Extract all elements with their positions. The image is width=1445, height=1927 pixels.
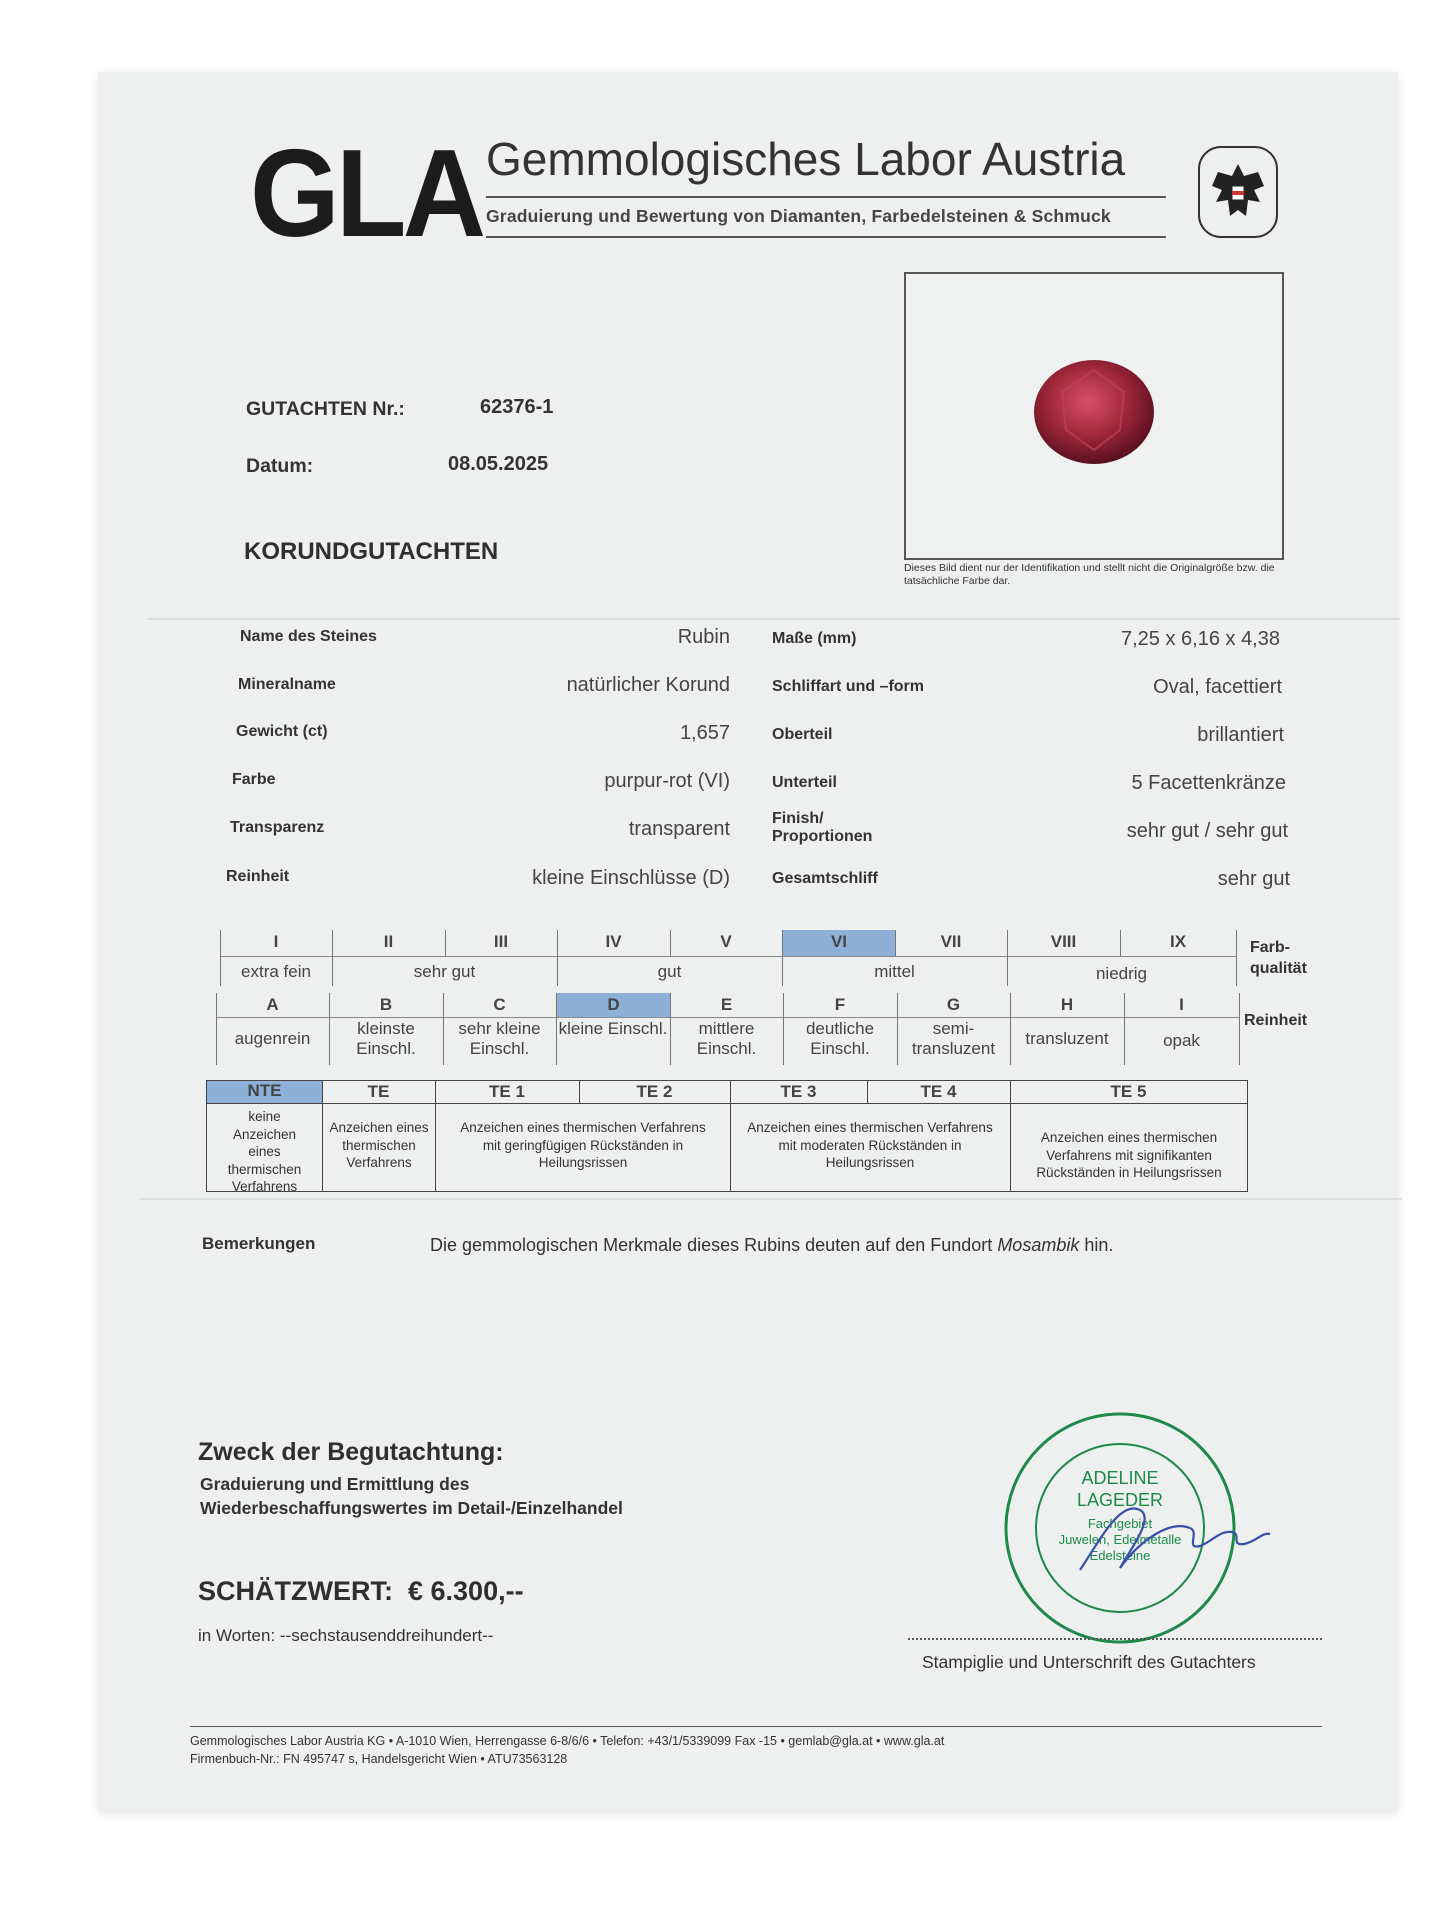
valuation [198, 1576, 524, 1607]
clarity-grade-selected: D [557, 993, 670, 1017]
clarity-grade: B [379, 995, 393, 1014]
prop-value: 5 Facettenkränze [1131, 772, 1286, 794]
report-type: KORUNDGUTACHTEN [244, 538, 499, 565]
prop-value: transparent [628, 818, 730, 840]
valuation-label: SCHÄTZWERT: [198, 1576, 393, 1606]
prop-label: Mineralname [238, 676, 336, 693]
lab-subtitle: Graduierung und Bewertung von Diamanten, Farbedelsteinen & Schmuck [486, 206, 1111, 226]
prop-label: Unterteil [772, 774, 837, 791]
color-group: mittel [874, 962, 915, 981]
prop-value: kleine Einschlüsse (D) [532, 867, 730, 889]
photo-caption: Dieses Bild dient nur der Identifikation und stellt nicht die Originalgröße bzw. die tatsächliche Farbe dar. [904, 562, 1275, 588]
prop-value: purpur-rot (VI) [604, 770, 730, 792]
color-grade-selected: VI [783, 930, 895, 956]
gla-logo: GLA [250, 125, 483, 263]
color-group: extra fein [241, 962, 311, 981]
treatment-code: TE 3 [780, 1082, 817, 1101]
footer-line: Firmenbuch-Nr.: FN 495747 s, Handelsgericht Wien • ATU73563128 [190, 1752, 568, 1766]
remarks-text: Die gemmologischen Merkmale dieses Rubins deuten auf den Fundort Mosambik hin. [430, 1235, 1114, 1255]
prop-label: Finish/ Proportionen [772, 810, 873, 845]
clarity-scale [216, 993, 1240, 1065]
color-grade: I [273, 932, 279, 951]
signature-line [908, 1638, 1322, 1640]
report-date: 08.05.2025 [448, 453, 549, 475]
prop-label: Farbe [232, 771, 276, 788]
purpose-line: Wiederbeschaffungswertes im Detail-/Einzelhandel [200, 1498, 623, 1518]
report-number-label: GUTACHTEN Nr.: [246, 398, 405, 420]
purpose-title: Zweck der Begutachtung: [198, 1438, 504, 1466]
color-grade: VIII [1050, 932, 1077, 951]
clarity-desc: kleinste Einschl. [356, 1019, 416, 1058]
clarity-desc: sehr kleine Einschl. [458, 1019, 541, 1058]
lab-name: Gemmologisches Labor Austria [486, 133, 1126, 185]
clarity-grade: G [946, 995, 961, 1014]
expert-stamp: ADELINE LAGEDER Fachgebiet Juwelen, Edelmetalle Edelsteine [1000, 1408, 1240, 1648]
report-number: 62376-1 [480, 396, 554, 418]
color-scale [220, 930, 1240, 986]
clarity-scale-title: Reinheit [1244, 1012, 1308, 1029]
treatment-code: TE 1 [489, 1082, 525, 1101]
treatment-code-selected: NTE [207, 1081, 322, 1103]
signature-caption: Stampiglie und Unterschrift des Gutachters [922, 1652, 1256, 1672]
treatment-code: TE 2 [636, 1082, 673, 1101]
fold-line [148, 618, 1400, 620]
valuation-words: in Worten: --sechstausenddreihundert-- [198, 1626, 494, 1645]
treatment-desc: Anzeichen eines thermischen Verfahrens [329, 1120, 429, 1171]
color-grade: V [720, 932, 732, 951]
treatment-desc: Anzeichen eines thermischen Verfahrens mit geringfügigen Rückständen in Heilungsrissen [460, 1120, 706, 1171]
prop-label: Oberteil [772, 726, 833, 743]
prop-value: 7,25 x 6,16 x 4,38 [1120, 628, 1280, 650]
color-grade: IV [605, 932, 622, 951]
signature-icon [1060, 1480, 1280, 1590]
gem-photo-frame [904, 272, 1284, 560]
treatment-desc: keine Anzeichen eines thermischen Verfahrens [227, 1109, 302, 1195]
clarity-grade: C [493, 995, 506, 1014]
color-scale-title: Farb-qualität [1250, 939, 1307, 977]
clarity-grade: E [720, 995, 733, 1014]
color-group: sehr gut [413, 962, 476, 981]
clarity-desc: deutliche Einschl. [805, 1019, 875, 1058]
prop-label: Reinheit [226, 868, 290, 885]
prop-value: brillantiert [1197, 724, 1284, 746]
clarity-grade: A [266, 995, 279, 1014]
color-group: gut [657, 962, 682, 981]
treatment-code: TE [367, 1082, 390, 1101]
color-grade: III [493, 932, 509, 951]
clarity-desc: mittlere Einschl. [696, 1019, 757, 1058]
remarks-label: Bemerkungen [202, 1234, 316, 1253]
clarity-grade: F [834, 995, 846, 1014]
eagle-seal-icon [1198, 146, 1278, 238]
prop-value: 1,657 [679, 722, 730, 744]
fold-line [140, 1198, 1402, 1200]
clarity-grade: H [1060, 995, 1074, 1014]
prop-label: Name des Steines [240, 628, 377, 645]
valuation-amount: € 6.300,-- [408, 1576, 524, 1606]
treatment-desc: Anzeichen eines thermischen Verfahrens mit moderaten Rückständen in Heilungsrissen [747, 1120, 993, 1171]
treatment-table [206, 1080, 1248, 1195]
ruby-gem-image [906, 274, 1282, 558]
clarity-desc: transluzent [1025, 1029, 1109, 1048]
treatment-desc: Anzeichen eines thermischen Verfahrens mit signifikanten Rückständen in Heilungsrissen [1036, 1130, 1222, 1181]
clarity-desc: kleine Einschl. [558, 1019, 668, 1038]
prop-label: Gewicht (ct) [236, 723, 328, 740]
divider [486, 196, 1166, 198]
prop-label: Transparenz [230, 819, 325, 836]
color-grade: II [383, 932, 394, 951]
treatment-code: TE 4 [920, 1082, 957, 1101]
color-grade: IX [1169, 932, 1187, 951]
clarity-grade: I [1179, 995, 1184, 1014]
prop-value: natürlicher Korund [566, 674, 730, 696]
color-grade: VII [940, 932, 962, 951]
clarity-desc: semi-transluzent [911, 1019, 996, 1058]
date-label: Datum: [246, 455, 314, 477]
prop-label: Maße (mm) [772, 630, 857, 647]
color-group: niedrig [1095, 964, 1148, 983]
prop-value: Oval, facettiert [1153, 676, 1282, 698]
prop-value: sehr gut [1217, 868, 1290, 890]
prop-label: Gesamtschliff [772, 870, 878, 887]
prop-value: sehr gut / sehr gut [1126, 820, 1288, 842]
clarity-desc: augenrein [234, 1029, 311, 1048]
prop-value: Rubin [677, 626, 730, 648]
prop-label: Schliffart und –form [772, 678, 925, 695]
purpose-line: Graduierung und Ermittlung des [200, 1474, 470, 1494]
treatment-code: TE 5 [1110, 1082, 1147, 1101]
clarity-desc: opak [1163, 1031, 1200, 1050]
divider [486, 236, 1166, 238]
footer-line: Gemmologisches Labor Austria KG • A-1010 Wien, Herrengasse 6-8/6/6 • Telefon: +43/1/5339099 Fax -15 • gemlab@gla.at • www.gla.at [190, 1734, 945, 1748]
footer-divider [190, 1726, 1322, 1727]
